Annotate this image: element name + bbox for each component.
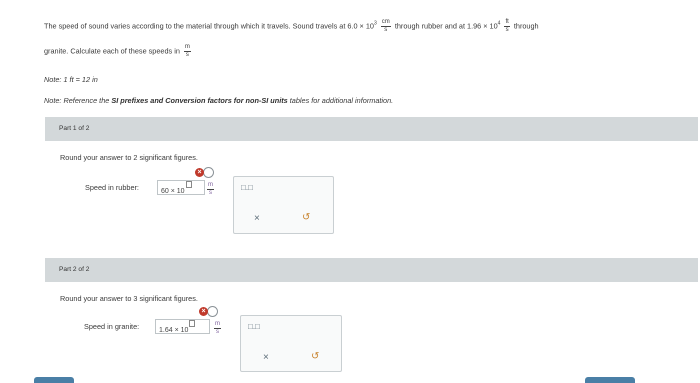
part-1-header — [45, 117, 698, 141]
math-toolbar-part-1 — [233, 176, 334, 234]
status-ring — [203, 167, 214, 178]
unit-num: ft — [505, 19, 509, 25]
unit-num: m — [184, 44, 190, 50]
problem-text-c: through — [513, 21, 539, 31]
reference-tables-link[interactable]: SI prefixes and Conversion factors for non-SI units — [111, 96, 288, 105]
math-toolbar-part-2 — [240, 315, 342, 372]
rubber-answer-input[interactable] — [157, 180, 205, 195]
check-button-edge[interactable] — [34, 377, 74, 383]
part-2-instruction: Round your answer to 3 significant figures. — [60, 294, 198, 303]
granite-label: Speed in granite: — [84, 322, 140, 331]
part-1-title: Part 1 of 2 — [59, 125, 90, 132]
superscript-icon[interactable]: □.□ — [248, 322, 260, 331]
note-reference-c: tables for additional information. — [287, 96, 394, 105]
exponent-box[interactable] — [189, 320, 195, 327]
unit-num: cm — [381, 19, 390, 25]
exponent-box[interactable] — [186, 181, 192, 188]
unit-den: s — [185, 52, 189, 58]
unit-num: m — [215, 321, 220, 328]
undo-icon[interactable]: ↺ — [311, 351, 320, 362]
unit-ft-per-s — [504, 19, 509, 34]
rubber-answer-value: 60 × 10 — [161, 188, 185, 195]
part-1-instruction: Round your answer to 2 significant figures. — [60, 153, 198, 162]
superscript-icon[interactable]: □.□ — [241, 183, 253, 192]
exponent-rubber: 3 — [373, 20, 377, 27]
incorrect-x-icon: × — [199, 307, 208, 316]
rubber-label: Speed in rubber: — [85, 183, 139, 192]
unit-den: s — [216, 329, 219, 336]
unit-den: s — [505, 27, 509, 33]
problem-text-b: through rubber and at 1.96 × 10 — [394, 21, 498, 31]
part-2-header — [45, 258, 698, 282]
problem-line-1 — [44, 19, 539, 34]
note-reference — [44, 96, 393, 105]
part-2-title: Part 2 of 2 — [59, 266, 90, 273]
problem-line-2 — [44, 44, 193, 59]
status-ring — [207, 306, 218, 317]
exponent-granite: 4 — [497, 20, 501, 27]
submit-button-edge[interactable] — [585, 377, 635, 383]
incorrect-x-icon: × — [195, 168, 204, 177]
note-conversion: Note: 1 ft = 12 in — [44, 75, 98, 84]
problem-text-a: The speed of sound varies according to the material through which it travels. Sound travels at 6.0 × 10 — [44, 21, 374, 31]
clear-icon[interactable]: × — [263, 352, 269, 363]
rubber-unit — [205, 181, 216, 199]
problem-text-line2: granite. Calculate each of these speeds in — [44, 46, 180, 56]
granite-unit — [212, 320, 223, 338]
clear-icon[interactable]: × — [254, 213, 260, 224]
unit-m-per-s — [184, 44, 191, 59]
undo-icon[interactable]: ↺ — [302, 212, 311, 223]
unit-num: m — [208, 182, 213, 189]
unit-den: s — [209, 190, 212, 197]
unit-den: s — [384, 27, 388, 33]
note-reference-a: Note: Reference the — [44, 96, 112, 105]
granite-answer-input[interactable] — [155, 319, 210, 334]
unit-cm-per-s — [381, 19, 391, 34]
granite-answer-value: 1.64 × 10 — [159, 327, 189, 334]
